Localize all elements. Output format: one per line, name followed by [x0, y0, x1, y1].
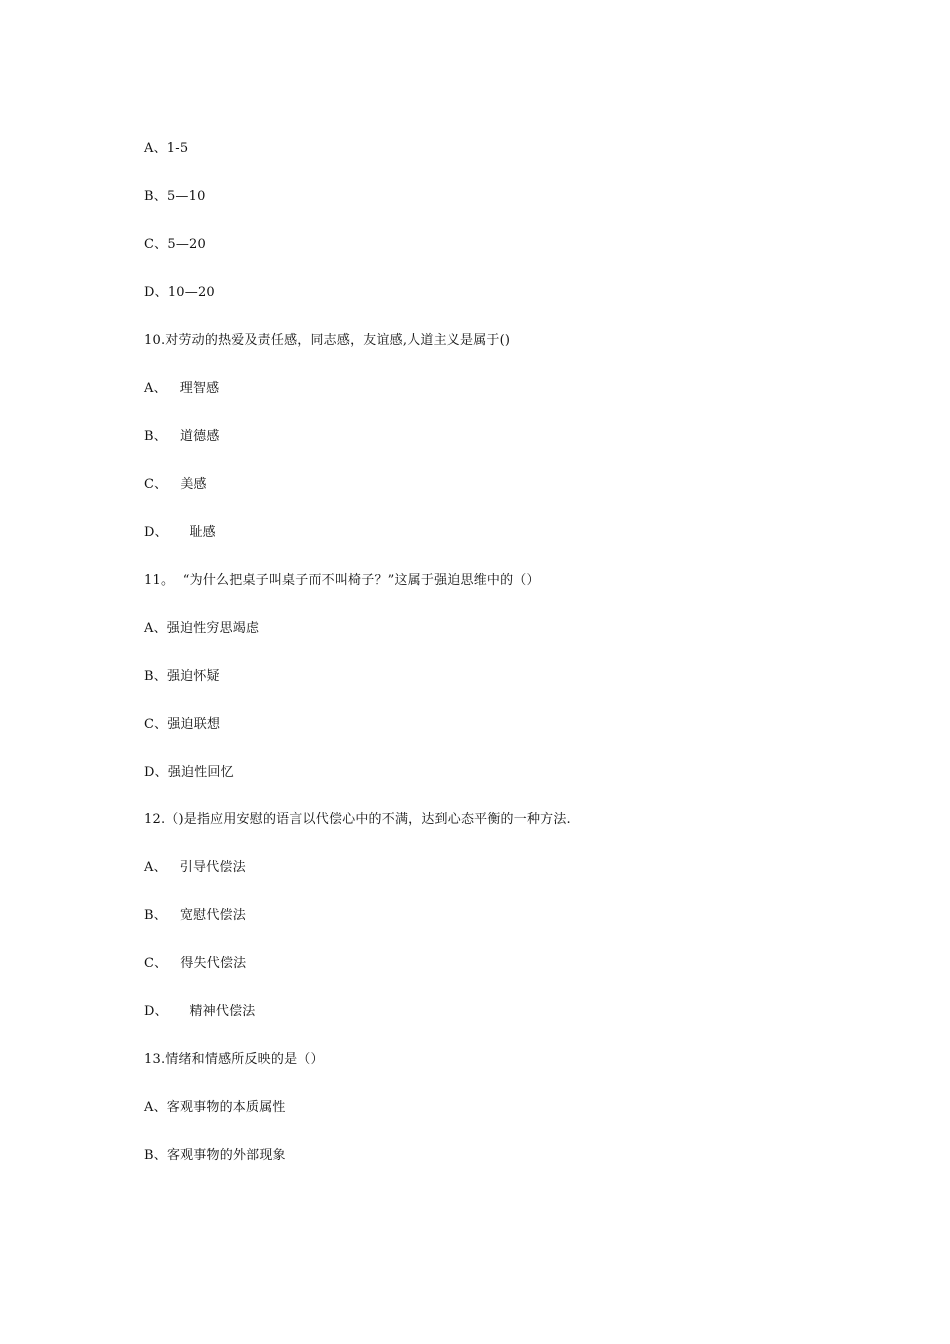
- option-d-q9: D、10—20: [144, 285, 215, 300]
- option-c-q12: C、 得失代偿法: [144, 956, 247, 971]
- question-12: 12.（)是指应用安慰的语言以代偿心中的不满，达到心态平衡的一种方法.: [144, 812, 571, 827]
- option-b-q12: B、 宽慰代偿法: [144, 908, 246, 923]
- option-b-q9: B、5—10: [144, 189, 206, 204]
- option-a-q10: A、 理智感: [144, 381, 220, 396]
- option-d-q12: D、 精神代偿法: [144, 1004, 256, 1019]
- question-13: 13.情绪和情感所反映的是（）: [144, 1052, 324, 1067]
- option-b-q11: B、强迫怀疑: [144, 669, 220, 684]
- option-b-q13: B、客观事物的外部现象: [144, 1148, 286, 1163]
- option-d-q11: D、强迫性回忆: [144, 765, 234, 780]
- option-d-q10: D、 耻感: [144, 525, 216, 540]
- option-a-q12: A、 引导代偿法: [144, 860, 246, 875]
- option-c-q10: C、 美感: [144, 477, 207, 492]
- option-a-q13: A、客观事物的本质属性: [144, 1100, 286, 1115]
- option-a-q11: A、强迫性穷思竭虑: [144, 621, 260, 636]
- question-10: 10.对劳动的热爱及责任感，同志感，友谊感,人道主义是属于(): [144, 333, 511, 348]
- question-11: 11。 “为什么把桌子叫桌子而不叫椅子？”这属于强迫思维中的（）: [144, 573, 540, 588]
- option-c-q11: C、强迫联想: [144, 717, 221, 732]
- option-c-q9: C、5—20: [144, 237, 206, 252]
- option-b-q10: B、 道德感: [144, 429, 220, 444]
- option-a-q9: A、1-5: [144, 141, 189, 156]
